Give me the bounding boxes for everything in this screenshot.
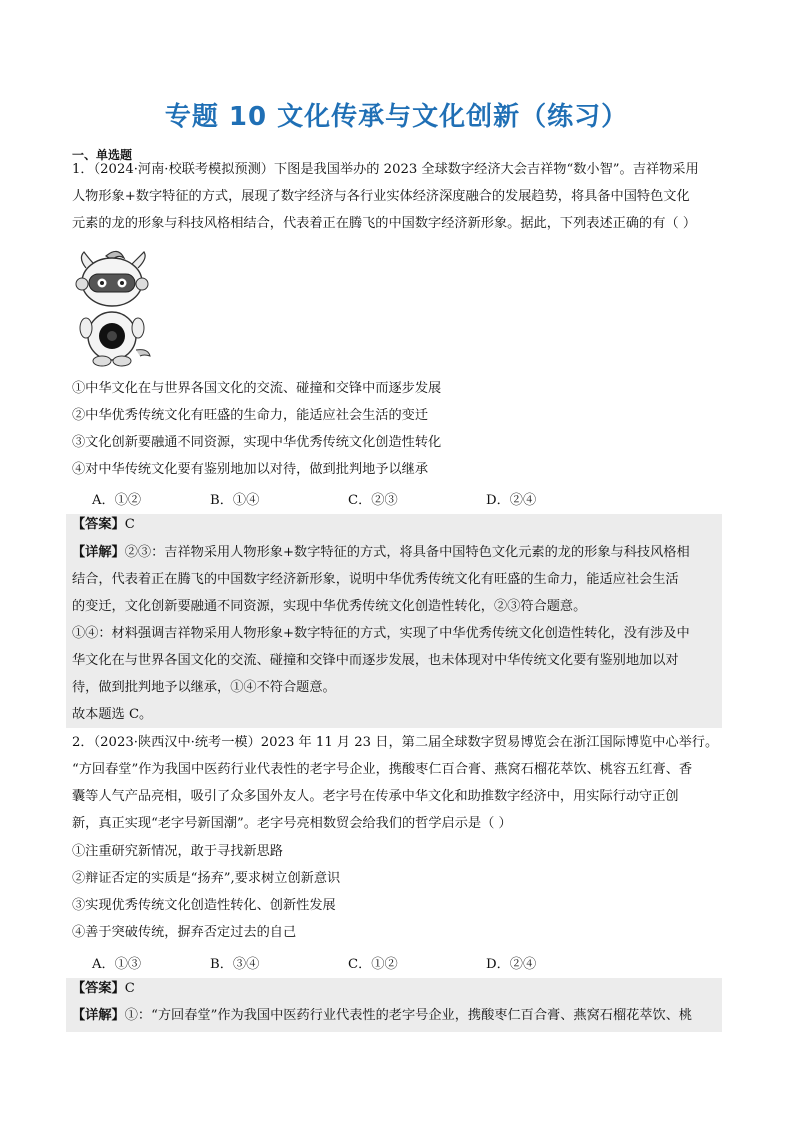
q1-option-b[interactable]: B．①④	[210, 493, 260, 508]
q1-option-c[interactable]: C．②③	[348, 493, 398, 508]
q1-option-a[interactable]: A．①②	[92, 493, 142, 508]
q1-option-d[interactable]: D．②④	[486, 493, 537, 508]
q2-options	[92, 953, 712, 971]
q2-option-c[interactable]: C．①②	[348, 957, 398, 972]
answer-value: C	[124, 981, 135, 996]
q1-detail-line: 华文化在与世界各国文化的交流、碰撞和交锋中而逐步发展，也未体现对中华传统文化要有鉴别地加以对	[72, 653, 679, 668]
q2-statement: ④善于突破传统，摒弃否定过去的自己	[72, 925, 297, 940]
q1-detail-line	[72, 544, 722, 562]
q1-detail-line: 的变迁，文化创新要融通不同资源，实现中华优秀传统文化创造性转化，②③符合题意。	[72, 599, 587, 614]
q2-stem-line: 新，真正实现“老字号新国潮”。老字号亮相数贸会给我们的哲学启示是（ ）	[72, 816, 512, 831]
q2-statement: ①注重研究新情况，敢于寻找新思路	[72, 844, 283, 859]
page-title: 专题 10 文化传承与文化创新（练习）	[164, 102, 629, 132]
q2-answer	[72, 980, 722, 998]
detail-label: 【详解】	[72, 545, 125, 560]
mascot-image	[72, 244, 154, 368]
q2-detail-line	[72, 1007, 722, 1025]
q2-stem-line: 2．（2023·陕西汉中·统考一模）2023 年 11 月 23 日，第二届全球数字贸易博览会在浙江国际博览中心举行。	[72, 735, 719, 750]
answer-label: 【答案】	[72, 981, 125, 996]
q2-stem-line: “方回春堂”作为我国中医药行业代表性的老字号企业，携酸枣仁百合膏、燕窝石榴花萃饮、桃容五红膏、香	[72, 762, 693, 777]
q1-detail-line: 故本题选 C。	[72, 707, 153, 722]
q1-stem-line: 1．（2024·河南·校联考模拟预测）下图是我国举办的 2023 全球数字经济大会吉祥物“数小智”。吉祥物采用	[72, 162, 699, 177]
q2-stem-line: 囊等人气产品亮相，吸引了众多国外友人。老字号在传承中华文化和助推数字经济中，用实际行动守正创	[72, 789, 679, 804]
answer-value: C	[124, 517, 135, 532]
q1-stem-line: 人物形象+数字特征的方式，展现了数字经济与各行业实体经济深度融合的发展趋势，将具备中国特色文化	[72, 189, 690, 204]
section-heading: 一、单选题	[72, 148, 133, 162]
q2-option-a[interactable]: A．①③	[92, 957, 142, 972]
detail-text: ②③：吉祥物采用人物形象+数字特征的方式，将具备中国特色文化元素的龙的形象与科技风格相	[124, 545, 690, 560]
q1-statement: ④对中华传统文化要有鉴别地加以对待，做到批判地予以继承	[72, 462, 429, 477]
q1-answer	[72, 516, 722, 534]
detail-text: ①：“方回春堂”作为我国中医药行业代表性的老字号企业，携酸枣仁百合膏、燕窝石榴花萃饮、桃	[124, 1008, 693, 1023]
detail-label: 【详解】	[72, 1008, 125, 1023]
q2-option-d[interactable]: D．②④	[486, 957, 537, 972]
q1-detail-line: 结合，代表着正在腾飞的中国数字经济新形象，说明中华优秀传统文化有旺盛的生命力，能适应社会生活	[72, 572, 679, 587]
q1-options	[92, 489, 712, 507]
q1-statement: ③文化创新要融通不同资源，实现中华优秀传统文化创造性转化	[72, 435, 442, 450]
q2-option-b[interactable]: B．③④	[210, 957, 260, 972]
q1-detail-line: ①④：材料强调吉祥物采用人物形象+数字特征的方式，实现了中华优秀传统文化创造性转化，没有涉及中	[72, 626, 690, 641]
q1-detail-line: 待，做到批判地予以继承，①④不符合题意。	[72, 680, 336, 695]
q1-statement: ①中华文化在与世界各国文化的交流、碰撞和交锋中而逐步发展	[72, 381, 442, 396]
q2-statement: ③实现优秀传统文化创造性转化、创新性发展	[72, 898, 336, 913]
answer-label: 【答案】	[72, 517, 125, 532]
q2-statement: ②辩证否定的实质是“扬弃”,要求树立创新意识	[72, 871, 341, 886]
q1-stem-line: 元素的龙的形象与科技风格相结合，代表着正在腾飞的中国数字经济新形象。据此，下列表述正确的有（ ）	[72, 216, 697, 231]
q1-statement: ②中华优秀传统文化有旺盛的生命力，能适应社会生活的变迁	[72, 408, 429, 423]
